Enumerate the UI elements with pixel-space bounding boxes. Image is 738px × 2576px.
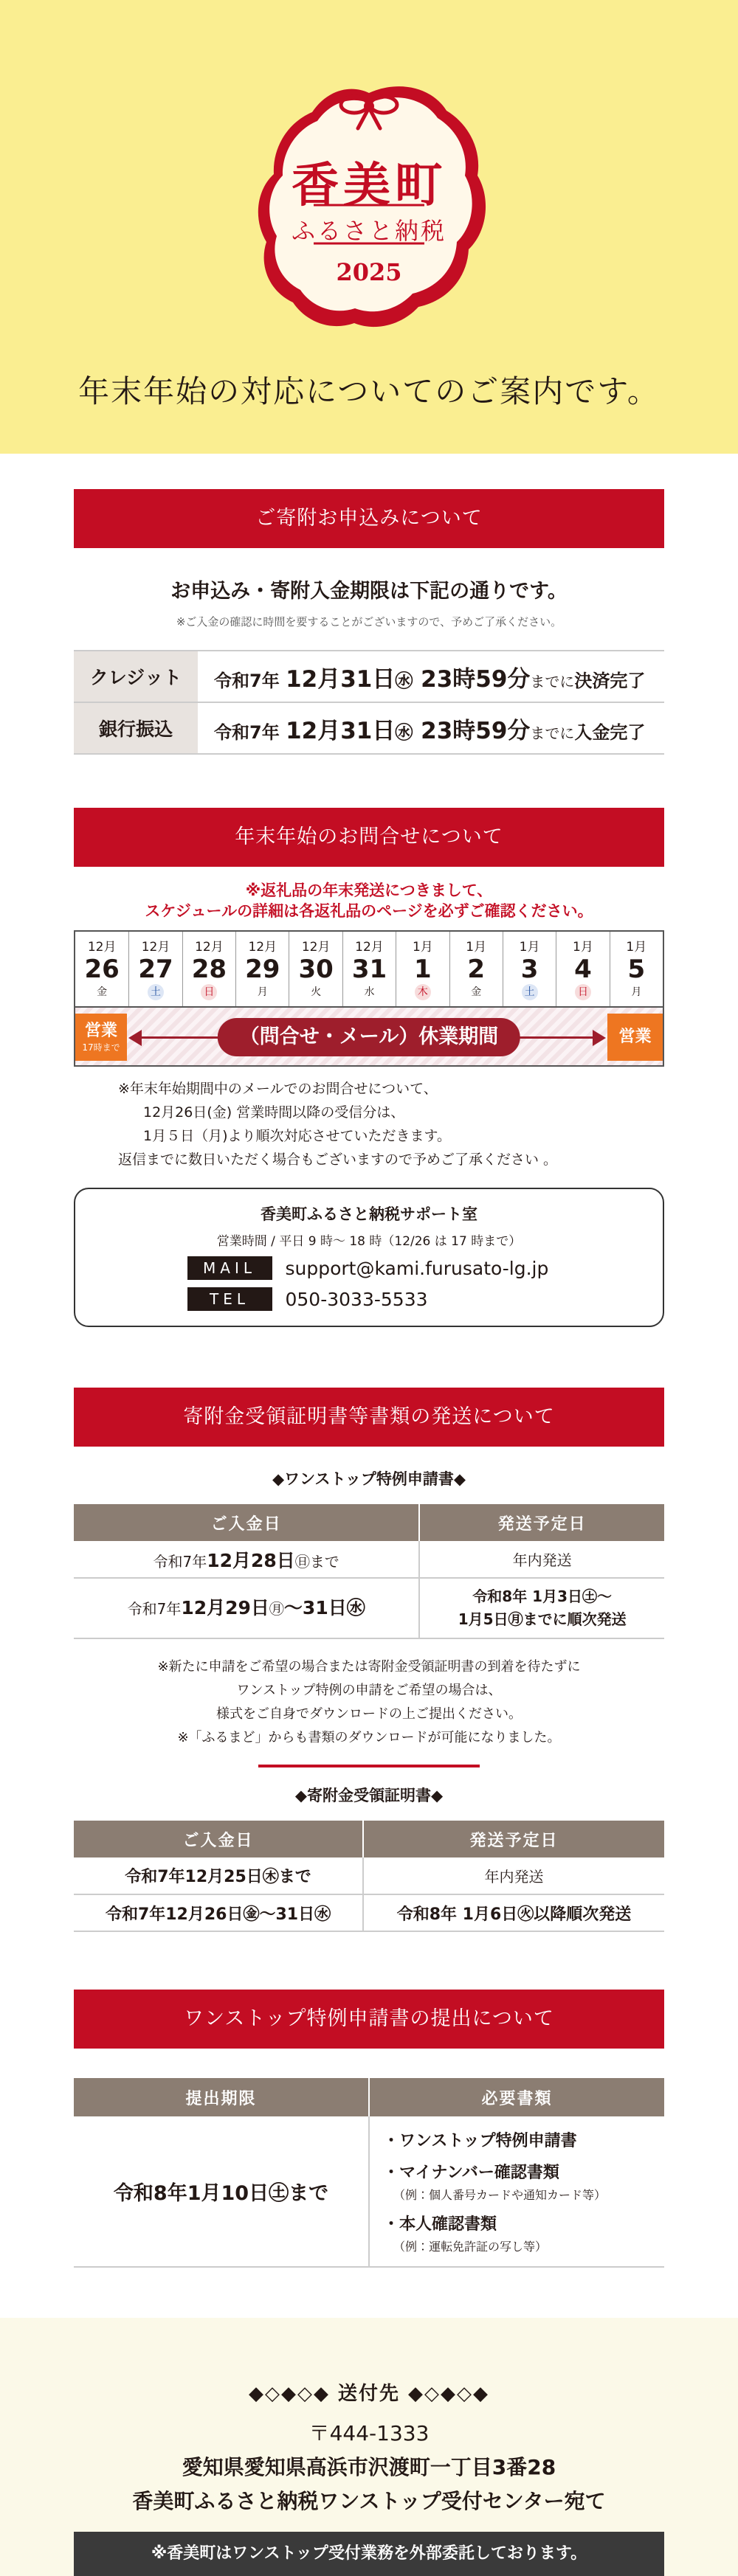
paid-cell: 令和7年12月29日㊊～31日㊌ <box>74 1578 419 1638</box>
calendar-date: 30 <box>298 955 334 984</box>
address-section <box>0 2318 738 2576</box>
payment-method: 銀行振込 <box>74 702 198 754</box>
calendar-day <box>182 932 235 1006</box>
calendar-date: 27 <box>138 955 173 984</box>
required-docs <box>369 2116 664 2267</box>
list-item: ・本人確認書類 （例：運転免許証の写し等） <box>383 2215 548 2254</box>
calendar-month: 1月 <box>573 940 593 955</box>
tel-label: TEL <box>187 1287 272 1311</box>
page-headline: 年末年始の対応についてのご案内です。 <box>78 373 660 409</box>
calendar-weekday: 金 <box>97 986 108 998</box>
divider <box>258 1765 480 1767</box>
calendar-weekday: 日 <box>201 984 217 1000</box>
closed-period-bar <box>74 1008 664 1067</box>
calendar-day <box>342 932 396 1006</box>
table-row <box>74 2116 664 2267</box>
support-mail-row <box>75 1256 663 1280</box>
calendar-day <box>610 932 663 1006</box>
table-row <box>74 1541 664 1578</box>
calendar-date: 2 <box>467 955 486 984</box>
main-content <box>74 489 664 2268</box>
paid-cell: 令和7年12月28日㊐まで <box>74 1541 419 1578</box>
section-banner-application: ご寄附お申込みについて <box>74 489 664 548</box>
outsourcing-notice: ※香美町はワンストップ受付業務を外部委託しております。 <box>74 2532 664 2576</box>
support-hours: 営業時間 / 平日 9 時～ 18 時（12/26 は 17 時まで） <box>216 1234 522 1249</box>
calendar-month: 12月 <box>355 940 384 955</box>
calendar-month: 12月 <box>195 940 224 955</box>
calendar-weekday: 水 <box>364 986 375 998</box>
logo <box>0 65 738 353</box>
calendar-date: 1 <box>414 955 432 984</box>
calendar-day <box>235 932 289 1006</box>
shipping-warning: ※返礼品の年末発送につきまして、 スケジュールの詳細は各返礼品のページを必ずご確認ください。 <box>145 882 593 920</box>
support-tel-row <box>75 1287 663 1311</box>
table-row <box>74 702 664 754</box>
closed-period-label: （問合せ・メール）休業期間 <box>218 1018 520 1056</box>
calendar-weekday: 日 <box>575 984 591 1000</box>
calendar-day <box>396 932 449 1006</box>
calendar-date: 29 <box>245 955 280 984</box>
calendar-weekday: 月 <box>257 986 268 998</box>
paid-cell: 令和7年12月26日㊎～31日㊌ <box>74 1894 363 1931</box>
onestop-requirement-table <box>74 2078 664 2268</box>
tel-link[interactable]: 050-3033-5533 <box>285 1288 428 1310</box>
submission-deadline: 令和8年1月10日㊏まで <box>74 2116 369 2267</box>
calendar-month: 1月 <box>412 940 433 955</box>
logo-year: 2025 <box>336 258 402 286</box>
calendar-date: 26 <box>84 955 120 984</box>
application-note: ※ご入金の確認に時間を要することがございますので、予めご了承ください。 <box>176 615 562 629</box>
calendar-date: 5 <box>627 955 646 984</box>
address-line1: 愛知県愛知県高浜市沢渡町一丁目3番28 <box>182 2455 556 2479</box>
calendar-weekday: 土 <box>148 984 164 1000</box>
open-badge-left: 営業 17時まで <box>75 1014 127 1061</box>
calendar-date: 28 <box>191 955 227 984</box>
onestop-ship-table <box>74 1504 664 1639</box>
calendar-date: 3 <box>520 955 539 984</box>
col-ship: 発送予定日 <box>363 1821 664 1857</box>
calendar-weekday: 月 <box>631 986 642 998</box>
holiday-calendar <box>74 930 664 1008</box>
inquiry-notes: ※年末年始期間中のメールでのお問合せについて、 12月26日(金) 営業時間以降の受信分は、 1月５日（月)より順次対応させていただきます。 返信までに数日いただく場合もございますので予めご了承ください 。 <box>118 1081 558 1168</box>
calendar-weekday: 火 <box>311 986 322 998</box>
calendar-month: 1月 <box>626 940 647 955</box>
arrow-left-icon <box>128 1030 142 1046</box>
calendar-day <box>449 932 503 1006</box>
payment-deadline: 令和7年 12月31日㊌ 23時59分までに入金完了 <box>198 702 664 754</box>
table-row <box>74 1857 664 1894</box>
calendar-month: 1月 <box>466 940 487 955</box>
logo-name: 香美町 <box>292 158 446 213</box>
table-row <box>74 651 664 702</box>
support-box <box>74 1188 664 1327</box>
address-line2: 香美町ふるさと納税ワンストップ受付センター宛て <box>132 2489 606 2513</box>
mail-link[interactable]: support@kami.furusato-lg.jp <box>285 1257 549 1279</box>
calendar-day <box>75 932 128 1006</box>
table-row <box>74 1578 664 1638</box>
col-paid: ご入金日 <box>74 1821 363 1857</box>
section-banner-onestop: ワンストップ特例申請書の提出について <box>74 1990 664 2049</box>
receipt-ship-table <box>74 1821 664 1932</box>
ship-cell: 令和8年 1月6日㊋以降順次発送 <box>363 1894 664 1931</box>
onestop-subheading: ◆ワンストップ特例申請書◆ <box>272 1470 466 1488</box>
calendar-date: 4 <box>574 955 592 984</box>
mail-label: MAIL <box>187 1256 272 1280</box>
col-deadline: 提出期限 <box>74 2078 369 2116</box>
application-lead: お申込み・寄附入金期限は下記の通りです。 <box>170 580 568 603</box>
hero-header <box>0 0 738 454</box>
calendar-month: 1月 <box>519 940 540 955</box>
payment-deadline: 令和7年 12月31日㊌ 23時59分までに決済完了 <box>198 651 664 702</box>
open-badge-right: 営業 <box>607 1014 663 1061</box>
calendar-day <box>556 932 609 1006</box>
shipping-notes: ※新たに申請をご希望の場合または寄附金受領証明書の到着を待たずに ワンストップ特例の申請をご希望の場合は、 様式をご自身でダウンロードの上ご提出ください。 ※「ふるまど」からも書類のダウンロードが可能になりました。 <box>157 1659 581 1745</box>
calendar-month: 12月 <box>87 940 117 955</box>
calendar-weekday: 木 <box>415 984 431 1000</box>
payment-method: クレジット <box>74 651 198 702</box>
col-docs: 必要書類 <box>369 2078 664 2116</box>
address-zip: 〒444-1333 <box>308 2421 430 2445</box>
table-row <box>74 1894 664 1931</box>
receipt-subheading: ◆寄附金受領証明書◆ <box>294 1787 444 1804</box>
section-banner-inquiry: 年末年始のお問合せについて <box>74 808 664 867</box>
calendar-day <box>289 932 342 1006</box>
address-heading: ◆◇◆◇◆ 送付先 ◆◇◆◇◆ <box>248 2383 490 2405</box>
ship-cell: 年内発送 <box>363 1857 664 1894</box>
logo-sub: ふるさと納税 <box>291 217 446 245</box>
list-item: ・ワンストップ特例申請書 <box>383 2132 577 2150</box>
col-ship: 発送予定日 <box>419 1504 664 1541</box>
calendar-month: 12月 <box>248 940 277 955</box>
calendar-weekday: 金 <box>471 986 482 998</box>
calendar-day <box>128 932 182 1006</box>
list-item: ・マイナンバー確認書類 （例：個人番号カードや通知カード等） <box>383 2164 607 2202</box>
arrow-right-icon <box>593 1030 606 1046</box>
calendar-date: 31 <box>351 955 387 984</box>
deadline-table <box>74 650 664 755</box>
calendar-weekday: 土 <box>522 984 538 1000</box>
paid-cell: 令和7年12月25日㊍まで <box>74 1857 363 1894</box>
calendar-month: 12月 <box>301 940 331 955</box>
calendar-month: 12月 <box>141 940 170 955</box>
col-paid: ご入金日 <box>74 1504 419 1541</box>
calendar-day <box>503 932 556 1006</box>
support-title: 香美町ふるさと納税サポート室 <box>261 1205 477 1223</box>
section-banner-shipping: 寄附金受領証明書等書類の発送について <box>74 1388 664 1447</box>
ship-cell: 令和8年 1月3日㊏～ 1月5日㊊までに順次発送 <box>419 1578 664 1638</box>
ship-cell: 年内発送 <box>419 1541 664 1578</box>
